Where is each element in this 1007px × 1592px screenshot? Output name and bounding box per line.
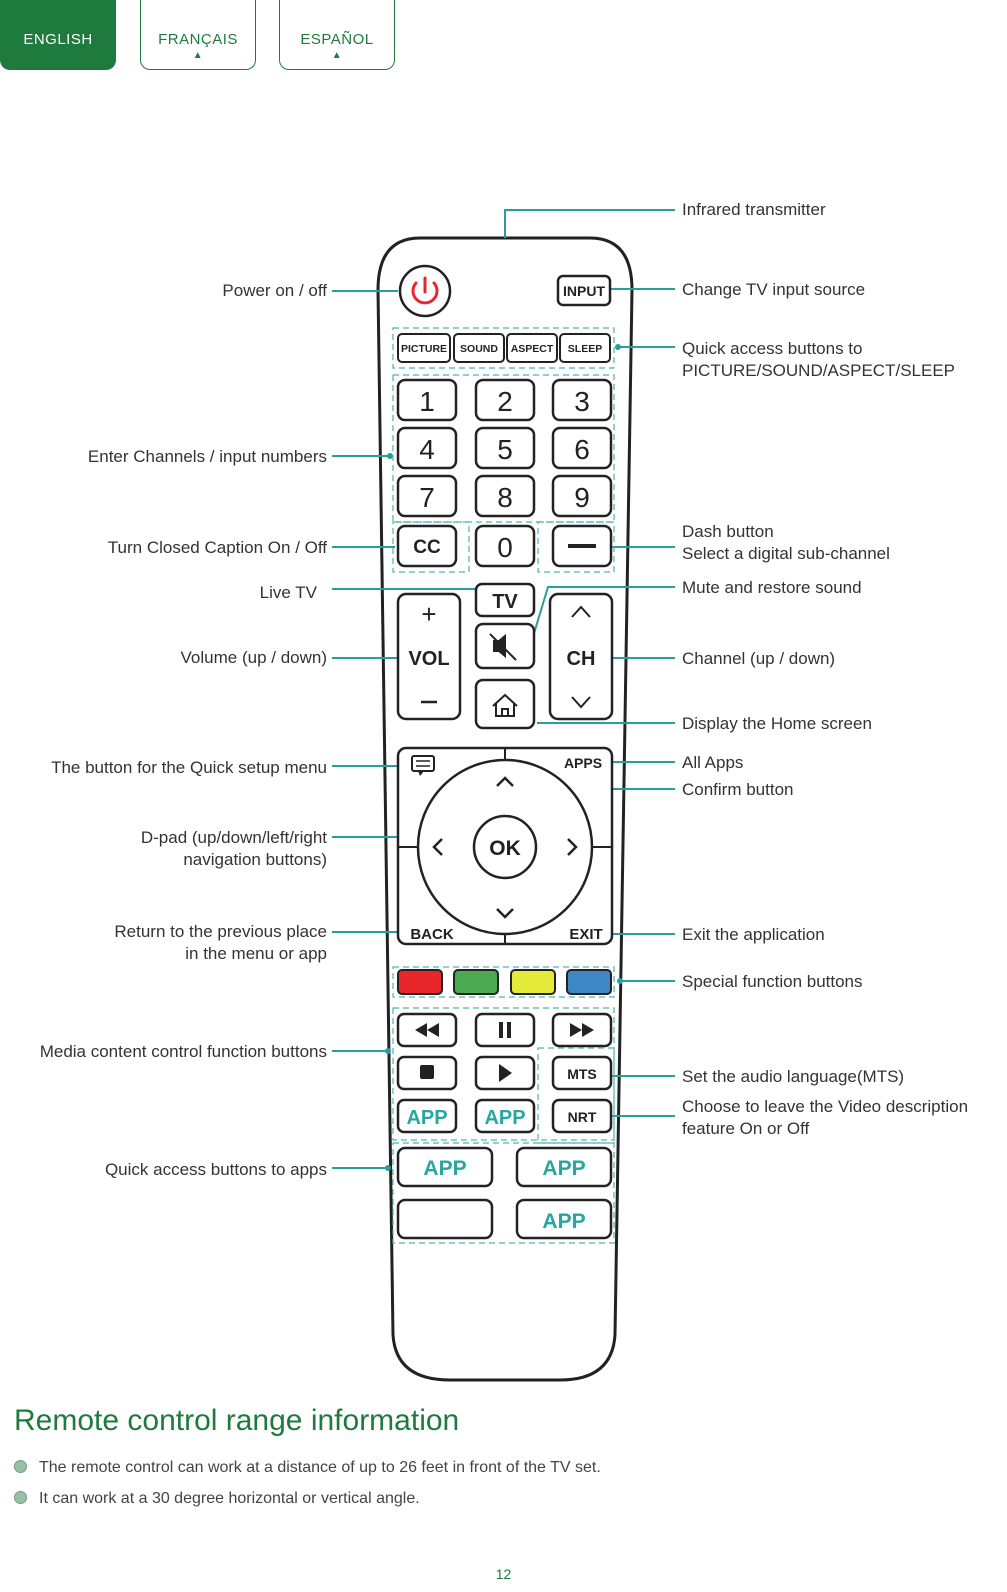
annotation-home: Display the Home screen <box>682 714 872 733</box>
cc-button-label: CC <box>413 537 441 558</box>
mts-button-label: MTS <box>567 1066 597 1082</box>
annotation-mts: Set the audio language(MTS) <box>682 1067 905 1086</box>
annotation-confirm: Confirm button <box>682 780 794 799</box>
bullet-icon <box>14 1491 27 1504</box>
digit-8-label: 8 <box>497 482 513 513</box>
ok-button-label: OK <box>489 837 521 860</box>
app-button-label: APP <box>423 1157 467 1180</box>
annotation-exit: Exit the application <box>682 925 825 944</box>
digit-1-label: 1 <box>419 386 435 417</box>
vol-label: VOL <box>408 648 450 670</box>
bullet-item <box>14 1459 601 1477</box>
app-button-label: APP <box>484 1107 526 1129</box>
apps-button-label: APPS <box>563 755 603 771</box>
annotation-quick-apps: Quick access buttons to apps <box>104 1160 327 1179</box>
annotation-infrared: Infrared transmitter <box>682 200 826 219</box>
annotation-media: Media content control function buttons <box>39 1042 327 1061</box>
digit-3-label: 3 <box>574 386 590 417</box>
digit-6-label: 6 <box>574 434 590 465</box>
bullet-text: It can work at a 30 degree horizontal or vertical angle. <box>39 1490 420 1507</box>
volume-plus-icon: + <box>421 599 437 629</box>
tv-button-label: TV <box>492 591 518 613</box>
annotation-live-tv: Live TV <box>259 583 317 602</box>
bullet-text: The remote control can work at a distance of up to 26 feet in front of the TV set. <box>39 1459 601 1476</box>
annotation-cc: Turn Closed Caption On / Off <box>107 538 327 557</box>
annotation-input: Change TV input source <box>682 280 866 299</box>
input-button-label: INPUT <box>563 283 605 299</box>
digit-4-label: 4 <box>419 434 435 465</box>
annotation-channel: Channel (up / down) <box>682 649 836 668</box>
triangle-up-icon: ▲ <box>331 50 343 61</box>
annotation-volume: Volume (up / down) <box>180 648 327 667</box>
red-button <box>398 970 442 994</box>
app-button-label: APP <box>542 1210 586 1233</box>
page-number: 12 <box>495 1566 512 1582</box>
annotation-back: Return to the previous place in the menu or app <box>114 922 327 963</box>
digit-5-label: 5 <box>497 434 513 465</box>
annotation-all-apps: All Apps <box>682 753 744 772</box>
annotation-quick-access: Quick access buttons to PICTURE/SOUND/ASPECT/SLEEP <box>682 339 956 380</box>
back-button-label: BACK <box>410 926 454 943</box>
exit-button-label: EXIT <box>569 926 603 943</box>
tab-label: FRANÇAIS <box>158 31 238 48</box>
tab-label: ESPAÑOL <box>300 31 374 48</box>
nrt-button-label: NRT <box>567 1109 597 1125</box>
digit-7-label: 7 <box>419 482 435 513</box>
annotation-channels: Enter Channels / input numbers <box>87 447 327 466</box>
section-title: Remote control range information <box>14 1404 460 1437</box>
sleep-button-label: SLEEP <box>567 343 603 355</box>
green-button <box>454 970 498 994</box>
app-button-label: APP <box>542 1157 586 1180</box>
ch-label: CH <box>566 648 596 670</box>
annotation-special: Special function buttons <box>682 972 863 991</box>
stop-icon <box>420 1065 434 1079</box>
home-button <box>476 680 534 728</box>
picture-button-label: PICTURE <box>400 343 448 355</box>
tab-label: ENGLISH <box>23 31 93 48</box>
annotation-nrt: Choose to leave the Video description feature On or Off <box>682 1097 969 1138</box>
annotation-quick-setup: The button for the Quick setup menu <box>51 758 327 777</box>
annotation-dash: Dash button Select a digital sub-channel <box>682 522 890 563</box>
sound-button-label: SOUND <box>460 343 498 355</box>
app-button-label: APP <box>406 1107 448 1129</box>
annotation-dpad: D-pad (up/down/left/right navigation buttons) <box>140 828 327 869</box>
digit-0-label: 0 <box>497 532 513 563</box>
yellow-button <box>511 970 555 994</box>
triangle-up-icon: ▲ <box>192 50 204 61</box>
bullet-icon <box>14 1460 27 1473</box>
annotation-mute: Mute and restore sound <box>682 578 862 597</box>
blue-button <box>567 970 611 994</box>
pause-icon-bar <box>499 1022 503 1038</box>
aspect-button-label: ASPECT <box>510 343 554 355</box>
digit-2-label: 2 <box>497 386 513 417</box>
bullet-item <box>14 1490 420 1508</box>
annotation-power: Power on / off <box>222 281 327 300</box>
digit-9-label: 9 <box>574 482 590 513</box>
